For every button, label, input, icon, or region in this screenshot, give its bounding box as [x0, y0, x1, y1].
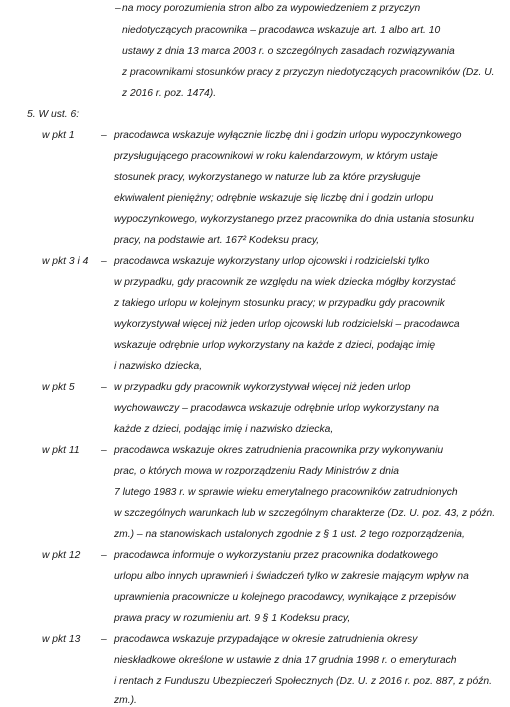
entry-line: wypoczynkowego, wykorzystanego przez pracownika do dnia ustania stosunku — [114, 214, 475, 225]
entry-dash: – — [101, 634, 107, 645]
entry-line: w szczególnych warunkach lub w szczególnym charakterze (Dz. U. poz. 43, z późn. — [114, 508, 496, 519]
entry-label: w pkt 13 — [42, 634, 81, 645]
intro-dash: – — [115, 3, 121, 14]
entry-label: w pkt 1 — [42, 130, 75, 141]
entry-label: w pkt 5 — [42, 382, 75, 393]
entry-label: w pkt 12 — [42, 550, 81, 561]
intro-line: niedotyczących pracownika – pracodawca wskazuje art. 1 albo art. 10 — [122, 25, 441, 36]
entry-line: nieskładkowe określone w ustawie z dnia 17 grudnia 1998 r. o emeryturach — [114, 655, 457, 666]
entry-dash: – — [101, 382, 107, 393]
entry-dash: – — [101, 550, 107, 561]
entry-label: w pkt 3 i 4 — [42, 256, 89, 267]
entry-line: z takiego urlopu w kolejnym stosunku pracy; w przypadku gdy pracownik — [114, 298, 445, 309]
intro-line: z pracownikami stosunków pracy z przyczyn niedotyczących pracowników (Dz. U. — [122, 67, 495, 78]
entry-line: zm.). — [114, 695, 137, 706]
entry-line: w przypadku gdy pracownik wykorzystywał więcej niż jeden urlop — [114, 382, 411, 393]
entry-line: pracodawca wskazuje wyłącznie liczbę dni i godzin urlopu wypoczynkowego — [114, 130, 462, 141]
entry-dash: – — [101, 445, 107, 456]
intro-line: z 2016 r. poz. 1474). — [122, 88, 217, 99]
entry-line: wychowawczy – pracodawca wskazuje odrębnie urlop wykorzystany na — [114, 403, 440, 414]
entry-line: ekwiwalent pieniężny; odrębnie wskazuje się liczbę dni i godzin urlopu — [114, 193, 434, 204]
entry-dash: – — [101, 256, 107, 267]
entry-line: pracodawca wskazuje wykorzystany urlop ojcowski i rodzicielski tylko — [114, 256, 430, 267]
intro-line: ustawy z dnia 13 marca 2003 r. o szczególnych zasadach rozwiązywania — [122, 46, 455, 57]
entry-line: urlopu albo innych uprawnień i świadczeń tylko w zakresie mającym wpływ na — [114, 571, 469, 582]
entry-line: uprawnienia pracownicze u kolejnego pracodawcy, wynikające z przepisów — [114, 592, 456, 603]
entry-line: pracodawca wskazuje okres zatrudnienia pracownika przy wykonywaniu — [114, 445, 444, 456]
entry-line: wskazuje odrębnie urlop wykorzystany na każde z dzieci, podając imię — [114, 340, 436, 351]
entry-line: stosunek pracy, wykorzystanego w naturze lub za które przysługuje — [114, 172, 421, 183]
entry-line: pracodawca informuje o wykorzystaniu przez pracownika dodatkowego — [114, 550, 438, 561]
entry-label: w pkt 11 — [42, 445, 80, 456]
entry-line: prac, o których mowa w rozporządzeniu Rady Ministrów z dnia — [114, 466, 399, 477]
entry-line: pracodawca wskazuje przypadające w okresie zatrudnienia okresy — [114, 634, 418, 645]
entry-line: i rentach z Funduszu Ubezpieczeń Społecznych (Dz. U. z 2016 r. poz. 887, z późn. — [114, 676, 492, 687]
section-heading: 5. W ust. 6: — [27, 109, 80, 120]
intro-line: na mocy porozumienia stron albo za wypowiedzeniem z przyczyn — [122, 3, 421, 14]
entry-line: wykorzystywał więcej niż jeden urlop ojcowski lub rodzicielski – pracodawca — [114, 319, 460, 330]
entry-line: pracy, na podstawie art. 167² Kodeksu pracy, — [114, 235, 320, 246]
entry-line: zm.) – na stanowiskach ustalonych zgodnie z § 1 ust. 2 tego rozporządzenia, — [114, 529, 465, 540]
entry-line: przysługującego pracownikowi w roku kalendarzowym, w którym ustaje — [114, 151, 438, 162]
entry-line: każde z dzieci, podając imię i nazwisko dziecka, — [114, 424, 334, 435]
entry-line: w przypadku, gdy pracownik ze względu na wiek dziecka mógłby korzystać — [114, 277, 456, 288]
entry-line: prawa pracy w rozumieniu art. 9 § 1 Kodeksu pracy, — [114, 613, 351, 624]
entry-line: 7 lutego 1983 r. w sprawie wieku emerytalnego pracowników zatrudnionych — [114, 487, 458, 498]
entry-line: i nazwisko dziecka, — [114, 361, 203, 372]
entry-dash: – — [101, 130, 107, 141]
